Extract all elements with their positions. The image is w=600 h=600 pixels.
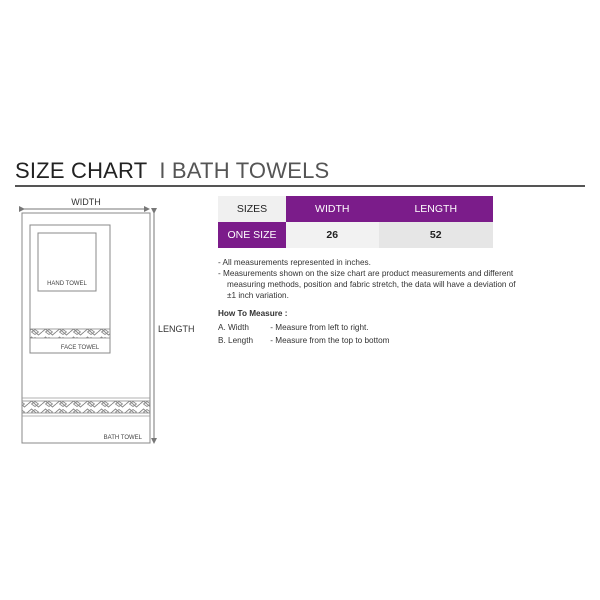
table-header-row [218,196,493,222]
table-row [218,222,493,248]
header-sizes: SIZES [218,196,286,222]
header-width: WIDTH [286,196,379,222]
face-towel-label: FACE TOWEL [60,345,100,351]
measure-desc: - Measure from left to right. [270,322,369,332]
header-length: LENGTH [379,196,493,222]
measure-desc: - Measure from the top to bottom [270,336,390,345]
face-towel-border-band [30,329,110,338]
note-line: - Measurements shown on the size chart are product measurements and different [218,269,514,278]
title-sub: I BATH TOWELS [159,158,330,183]
how-to-measure [218,307,390,348]
cell-length: 52 [379,222,493,248]
note-line: ±1 inch variation. [227,291,289,300]
length-label: LENGTH [158,324,195,334]
size-table [218,196,493,248]
measure-key: A. Width [218,322,249,332]
how-to-title: How To Measure : [218,309,288,318]
measure-key: B. Length [218,336,254,345]
bath-towel-border-band [22,401,150,413]
bath-towel-label: BATH TOWEL [103,435,142,441]
list-item [218,321,390,335]
note-line: - All measurements represented in inches. [218,258,371,267]
measurement-notes [218,257,538,301]
cell-width: 26 [286,222,379,248]
note-line: measuring methods, position and fabric stretch, the data will have a deviation of [227,280,516,289]
title-main: SIZE CHART [15,158,147,183]
width-label: WIDTH [71,197,101,207]
list-item [218,334,390,348]
hand-towel-label: HAND TOWEL [47,281,87,287]
cell-size: ONE SIZE [218,222,286,248]
